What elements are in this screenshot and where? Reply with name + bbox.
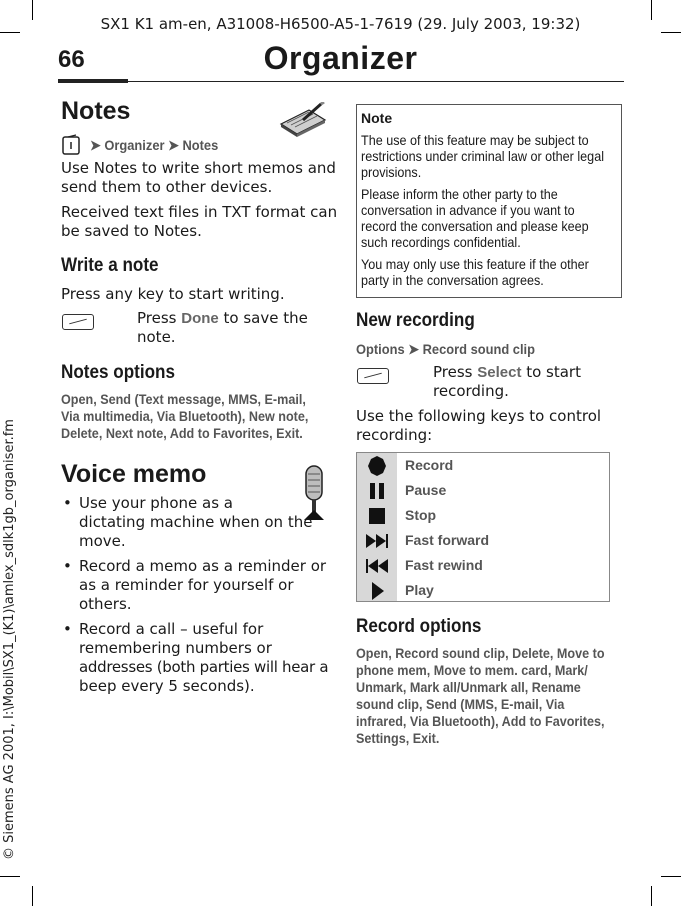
text-fragment: to start <box>521 363 581 381</box>
key-row <box>357 453 609 478</box>
text-line: remembering numbers or <box>79 639 272 657</box>
arrow-icon: ➤ <box>408 341 420 357</box>
text-line: Use Notes to write short memos and <box>61 159 336 177</box>
notes-intro-paragraph <box>61 159 336 197</box>
keys-intro <box>356 407 601 445</box>
menu-key-icon <box>62 134 84 156</box>
record-options-heading: Record options <box>356 616 482 637</box>
notes-menu-path <box>90 137 218 154</box>
text-line: move. <box>79 532 126 550</box>
note-paragraph <box>361 256 622 288</box>
arrow-icon: ➤ <box>168 137 179 153</box>
write-note-heading: Write a note <box>61 255 159 276</box>
text-line: recording: <box>356 426 433 444</box>
text-line: beep every 5 seconds). <box>79 677 255 695</box>
note-paragraph <box>361 132 622 180</box>
voice-memo-title: Voice memo <box>61 460 207 488</box>
text-line: infrared, Via Bluetooth), Add to Favorites, <box>356 713 605 729</box>
text-line: Settings, Exit. <box>356 730 440 746</box>
key-row <box>357 503 609 528</box>
text-fragment: recording. <box>433 382 509 400</box>
text-line: Received text files in TXT format can <box>61 203 338 221</box>
record-options-list <box>356 645 622 747</box>
menu-path-item: Options <box>356 341 405 357</box>
text-line: Use your phone as a <box>79 494 233 512</box>
text-line: dictating machine when on the <box>79 513 313 531</box>
voice-memo-bullet-list <box>61 494 329 702</box>
text-line: Unmark, Mark all/Unmark all, Rename <box>356 679 581 695</box>
recording-keys-table <box>356 452 610 602</box>
crop-mark <box>651 886 652 906</box>
text-fragment: note. <box>137 328 176 346</box>
header-rule <box>58 81 624 82</box>
text-line: conversation in advance if you want to <box>361 202 575 218</box>
menu-path-item: Record sound clip <box>422 341 535 357</box>
list-item <box>61 620 329 696</box>
text-line: addresses (both parties will hear a <box>79 658 329 676</box>
text-fragment: to save the <box>218 309 308 327</box>
write-note-text: Press any key to start writing. <box>61 285 285 303</box>
text-line: sound clip, Send (MMS, E-mail, Via <box>356 696 565 712</box>
select-key-label: Select <box>477 364 522 381</box>
crop-mark <box>661 876 681 877</box>
text-fragment: Press <box>137 309 182 327</box>
text-line: others. <box>79 595 132 613</box>
notes-title: Notes <box>61 97 131 125</box>
key-label: Pause <box>405 482 447 498</box>
key-label: Fast rewind <box>405 557 483 573</box>
notepad-icon <box>279 102 327 138</box>
text-line: The use of this feature may be subject to <box>361 132 589 148</box>
page-title: Organizer <box>263 40 418 76</box>
list-item <box>61 494 329 551</box>
softkey-icon <box>62 314 94 330</box>
fast-rewind-icon <box>365 556 389 576</box>
text-line: Open, Send (Text message, MMS, E-mail, <box>61 391 306 407</box>
text-fragment: Press <box>433 363 478 381</box>
page-number: 66 <box>58 46 85 73</box>
legal-note-box <box>356 104 622 298</box>
notes-received-paragraph <box>61 203 337 241</box>
text-line: You may only use this feature if the other <box>361 256 589 272</box>
text-line: Use the following keys to control <box>356 407 602 425</box>
select-instruction <box>433 363 581 401</box>
fast-forward-icon <box>365 531 389 551</box>
notes-options-heading: Notes options <box>61 362 176 383</box>
list-item <box>61 557 329 614</box>
recording-menu-path <box>356 341 535 358</box>
key-row <box>357 478 609 503</box>
text-line: record the conversation and please keep <box>361 218 589 234</box>
text-line: Record a memo as a reminder or <box>79 557 327 575</box>
crop-mark <box>0 876 20 877</box>
record-icon <box>365 456 389 476</box>
text-line: as a reminder for yourself or <box>79 576 294 594</box>
arrow-icon: ➤ <box>90 137 101 153</box>
key-row <box>357 528 609 553</box>
text-line: send them to other devices. <box>61 178 273 196</box>
text-line: restrictions under criminal law or other legal <box>361 148 604 164</box>
text-line: Delete, Next note, Add to Favorites, Exit. <box>61 425 303 441</box>
key-label: Fast forward <box>405 532 490 548</box>
document-header-line: SX1 K1 am-en, A31008-H6500-A5-1-7619 (29. July 2003, 19:32) <box>100 15 581 33</box>
text-line: be saved to Notes. <box>61 222 202 240</box>
softkey-icon <box>357 368 389 384</box>
text-line: phone mem, Move to mem. card, Mark/ <box>356 662 588 678</box>
menu-path-item: Organizer <box>104 137 165 153</box>
pause-icon <box>365 481 389 501</box>
text-line: Open, Record sound clip, Delete, Move to <box>356 645 605 661</box>
side-copyright: © Siemens AG 2001, I:\Mobil\SX1_(K1)\amlex_sdlk1gb_organiser.fm <box>2 419 17 860</box>
done-key-label: Done <box>181 310 219 327</box>
notes-options-list <box>61 391 322 442</box>
note-box-title: Note <box>361 110 393 126</box>
text-line: Via multimedia, Via Bluetooth), New note, <box>61 408 309 424</box>
text-line: Record a call – useful for <box>79 620 264 638</box>
new-recording-heading: New recording <box>356 310 475 331</box>
text-line: provisions. <box>361 164 422 180</box>
text-line: party in the conversation agrees. <box>361 272 544 288</box>
key-label: Record <box>405 457 454 473</box>
key-row <box>357 578 609 603</box>
done-instruction <box>137 309 308 347</box>
key-label: Play <box>405 582 434 598</box>
play-icon <box>365 581 389 601</box>
key-label: Stop <box>405 507 437 523</box>
crop-mark <box>32 886 33 906</box>
key-row <box>357 553 609 578</box>
text-line: Please inform the other party to the <box>361 186 558 202</box>
menu-path-item: Notes <box>182 137 219 153</box>
text-line: such recordings confidential. <box>361 234 521 250</box>
stop-icon <box>365 506 389 526</box>
note-paragraph <box>361 186 622 250</box>
